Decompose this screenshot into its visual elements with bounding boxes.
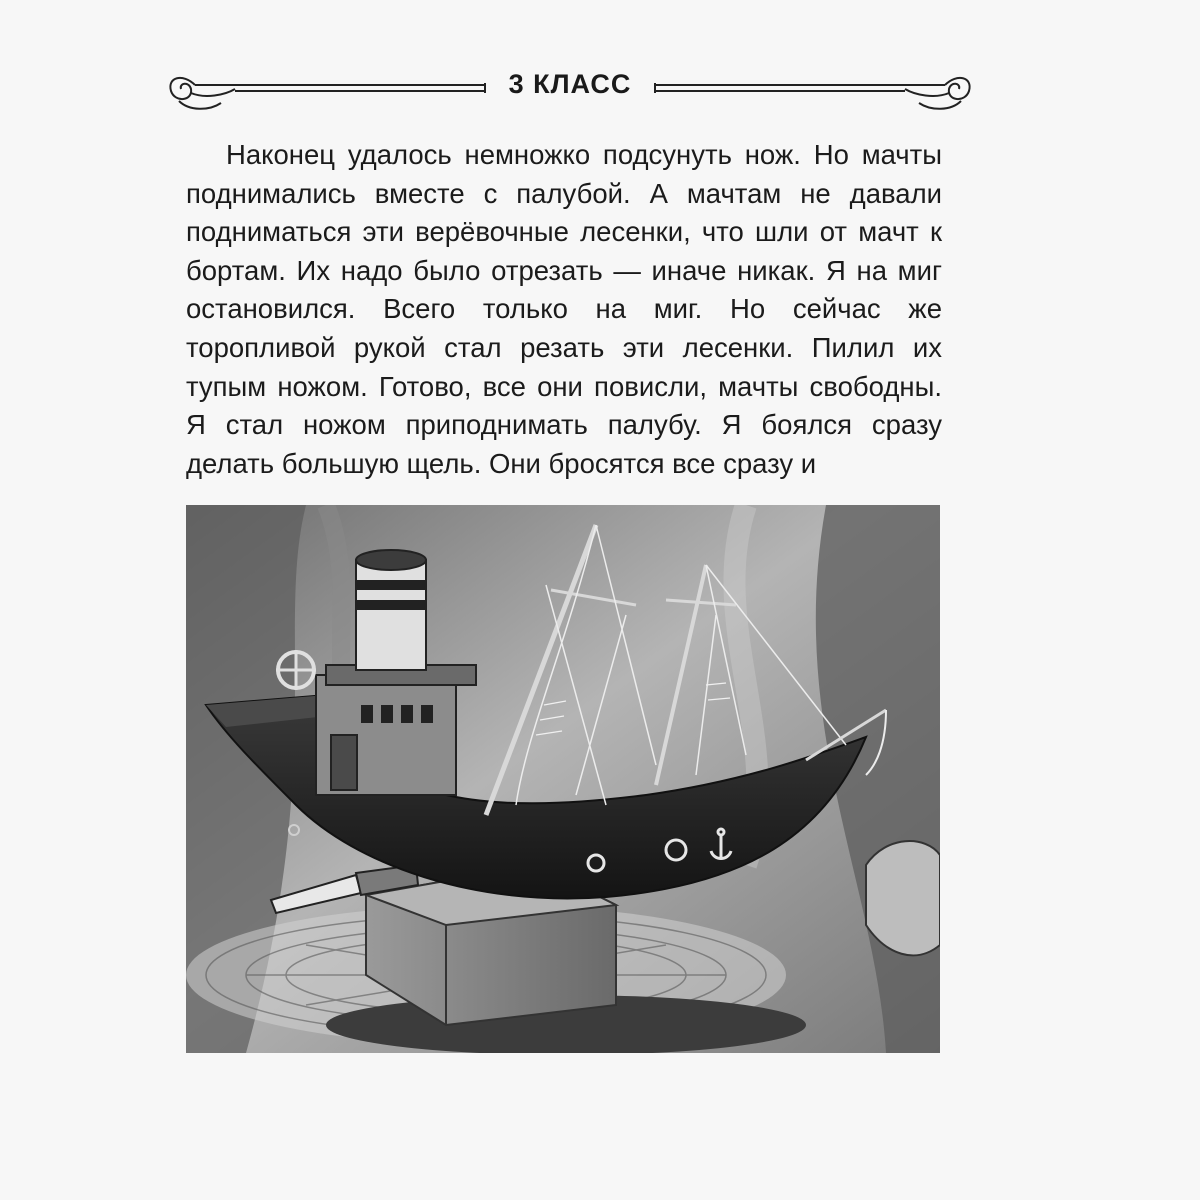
- page-header: [165, 55, 975, 125]
- toy-ship-illustration: [186, 505, 940, 1053]
- ship-drawing: [186, 505, 940, 1053]
- page-title: 3 КЛАСС: [508, 69, 632, 99]
- story-paragraph: Наконец удалось немножко подсунуть нож. Но мачты поднимались вместе с палубой. А мачтам не давали подниматься эти верёвочные лесенки, что шли от мачт к бортам. Их надо было отрезать — иначе никак. Я на миг остановился. Всего только на миг. Но сейчас же торопливой рукой стал резать эти лесенки. Пилил их тупым ножом. Готово, все они повисли, мачты свободны. Я стал ножом приподнимать палубу. Я боялся сразу делать большую щель. Они бросятся все сразу и: [186, 139, 942, 479]
- story-text: [186, 136, 942, 483]
